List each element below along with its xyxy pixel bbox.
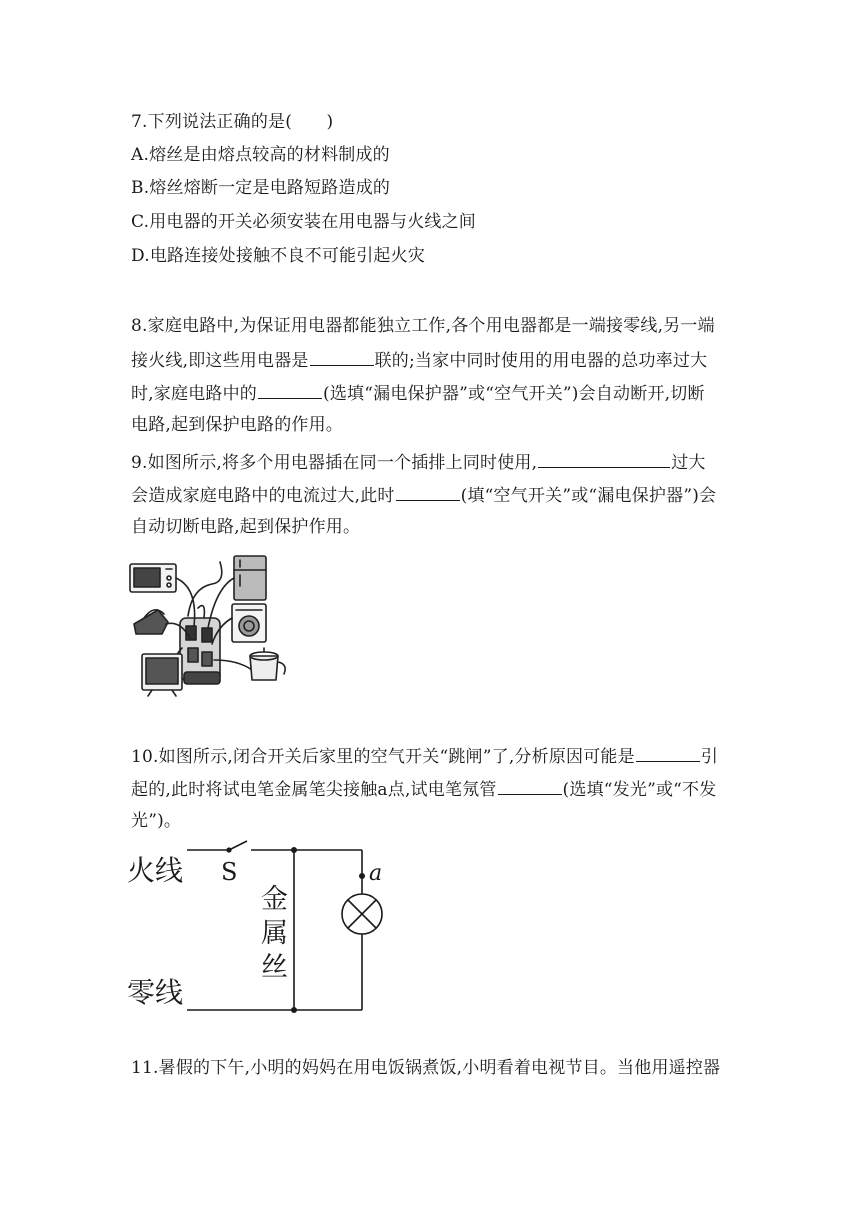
q11-line-1: 11.暑假的下午,小明的妈妈在用电饭锅煮饭,小明看着电视节目。当他用遥控器 bbox=[131, 1058, 721, 1078]
answer-blank bbox=[498, 776, 562, 795]
q7-option-b: B.熔丝熔断一定是电路短路造成的 bbox=[131, 178, 391, 198]
q7-option-c: C.用电器的开关必须安装在用电器与火线之间 bbox=[131, 212, 477, 232]
appliances-figure bbox=[128, 548, 298, 698]
q9-text: 9.如图所示,将多个用电器插在同一个插排上同时使用, bbox=[131, 453, 538, 473]
junction-dots bbox=[226, 847, 365, 1013]
q10-text: 10.如图所示,闭合开关后家里的空气开关“跳闸”了,分析原因可能是 bbox=[131, 747, 635, 767]
q7-option-a: A.熔丝是由熔点较高的材料制成的 bbox=[131, 145, 390, 165]
q8-line-4: 电路,起到保护电路的作用。 bbox=[131, 415, 344, 435]
switch-label: S bbox=[221, 858, 238, 886]
q10-line-3: 光”)。 bbox=[131, 811, 182, 831]
answer-blank bbox=[636, 743, 700, 762]
answer-blank bbox=[258, 380, 322, 399]
neutral-wire-label: 零线 bbox=[127, 976, 184, 1009]
circuit-figure bbox=[125, 838, 395, 1024]
metal-wire-char-3: 丝 bbox=[261, 952, 288, 983]
metal-wire-char-2: 属 bbox=[261, 918, 288, 949]
metal-wire-char-1: 金 bbox=[261, 884, 288, 915]
answer-blank bbox=[310, 347, 374, 366]
point-a-label: a bbox=[369, 861, 383, 886]
q7-option-d: D.电路连接处接触不良不可能引起火灾 bbox=[131, 246, 426, 266]
q8-text: (选填“漏电保护器”或“空气开关”)会自动断开,切断 bbox=[323, 384, 705, 404]
q8-text: 接火线,即这些用电器是 bbox=[131, 351, 309, 371]
q8-line-2 bbox=[131, 347, 707, 373]
q10-line-2 bbox=[131, 776, 716, 802]
lamp-symbol bbox=[342, 894, 382, 934]
q8-line-1: 8.家庭电路中,为保证用电器都能独立工作,各个用电器都是一端接零线,另一端 bbox=[131, 316, 715, 336]
q9-line-2 bbox=[131, 482, 716, 508]
answer-blank bbox=[396, 482, 460, 501]
q9-line-3: 自动切断电路,起到保护作用。 bbox=[131, 517, 361, 537]
answer-blank bbox=[538, 449, 670, 468]
q10-text: 起的,此时将试电笔金属笔尖接触a点,试电笔氖管 bbox=[131, 780, 497, 800]
q10-text: (选填“发光”或“不发 bbox=[562, 780, 717, 800]
q8-line-3 bbox=[131, 380, 705, 406]
q9-text: 会造成家庭电路中的电流过大,此时 bbox=[131, 486, 395, 506]
live-wire-label: 火线 bbox=[127, 854, 184, 887]
q10-line-1 bbox=[131, 743, 718, 769]
q9-line-1 bbox=[131, 449, 706, 475]
appliances-illustration bbox=[128, 548, 298, 698]
circuit-diagram bbox=[125, 838, 395, 1024]
q7-stem: 7.下列说法正确的是( ) bbox=[131, 112, 334, 132]
q10-text: 引 bbox=[700, 747, 719, 767]
q9-text: (填“空气开关”或“漏电保护器”)会 bbox=[460, 486, 717, 506]
q8-text: 联的;当家中同时使用的用电器的总功率过大 bbox=[374, 351, 708, 371]
q8-text: 时,家庭电路中的 bbox=[131, 384, 258, 404]
q9-text: 过大 bbox=[671, 453, 706, 473]
